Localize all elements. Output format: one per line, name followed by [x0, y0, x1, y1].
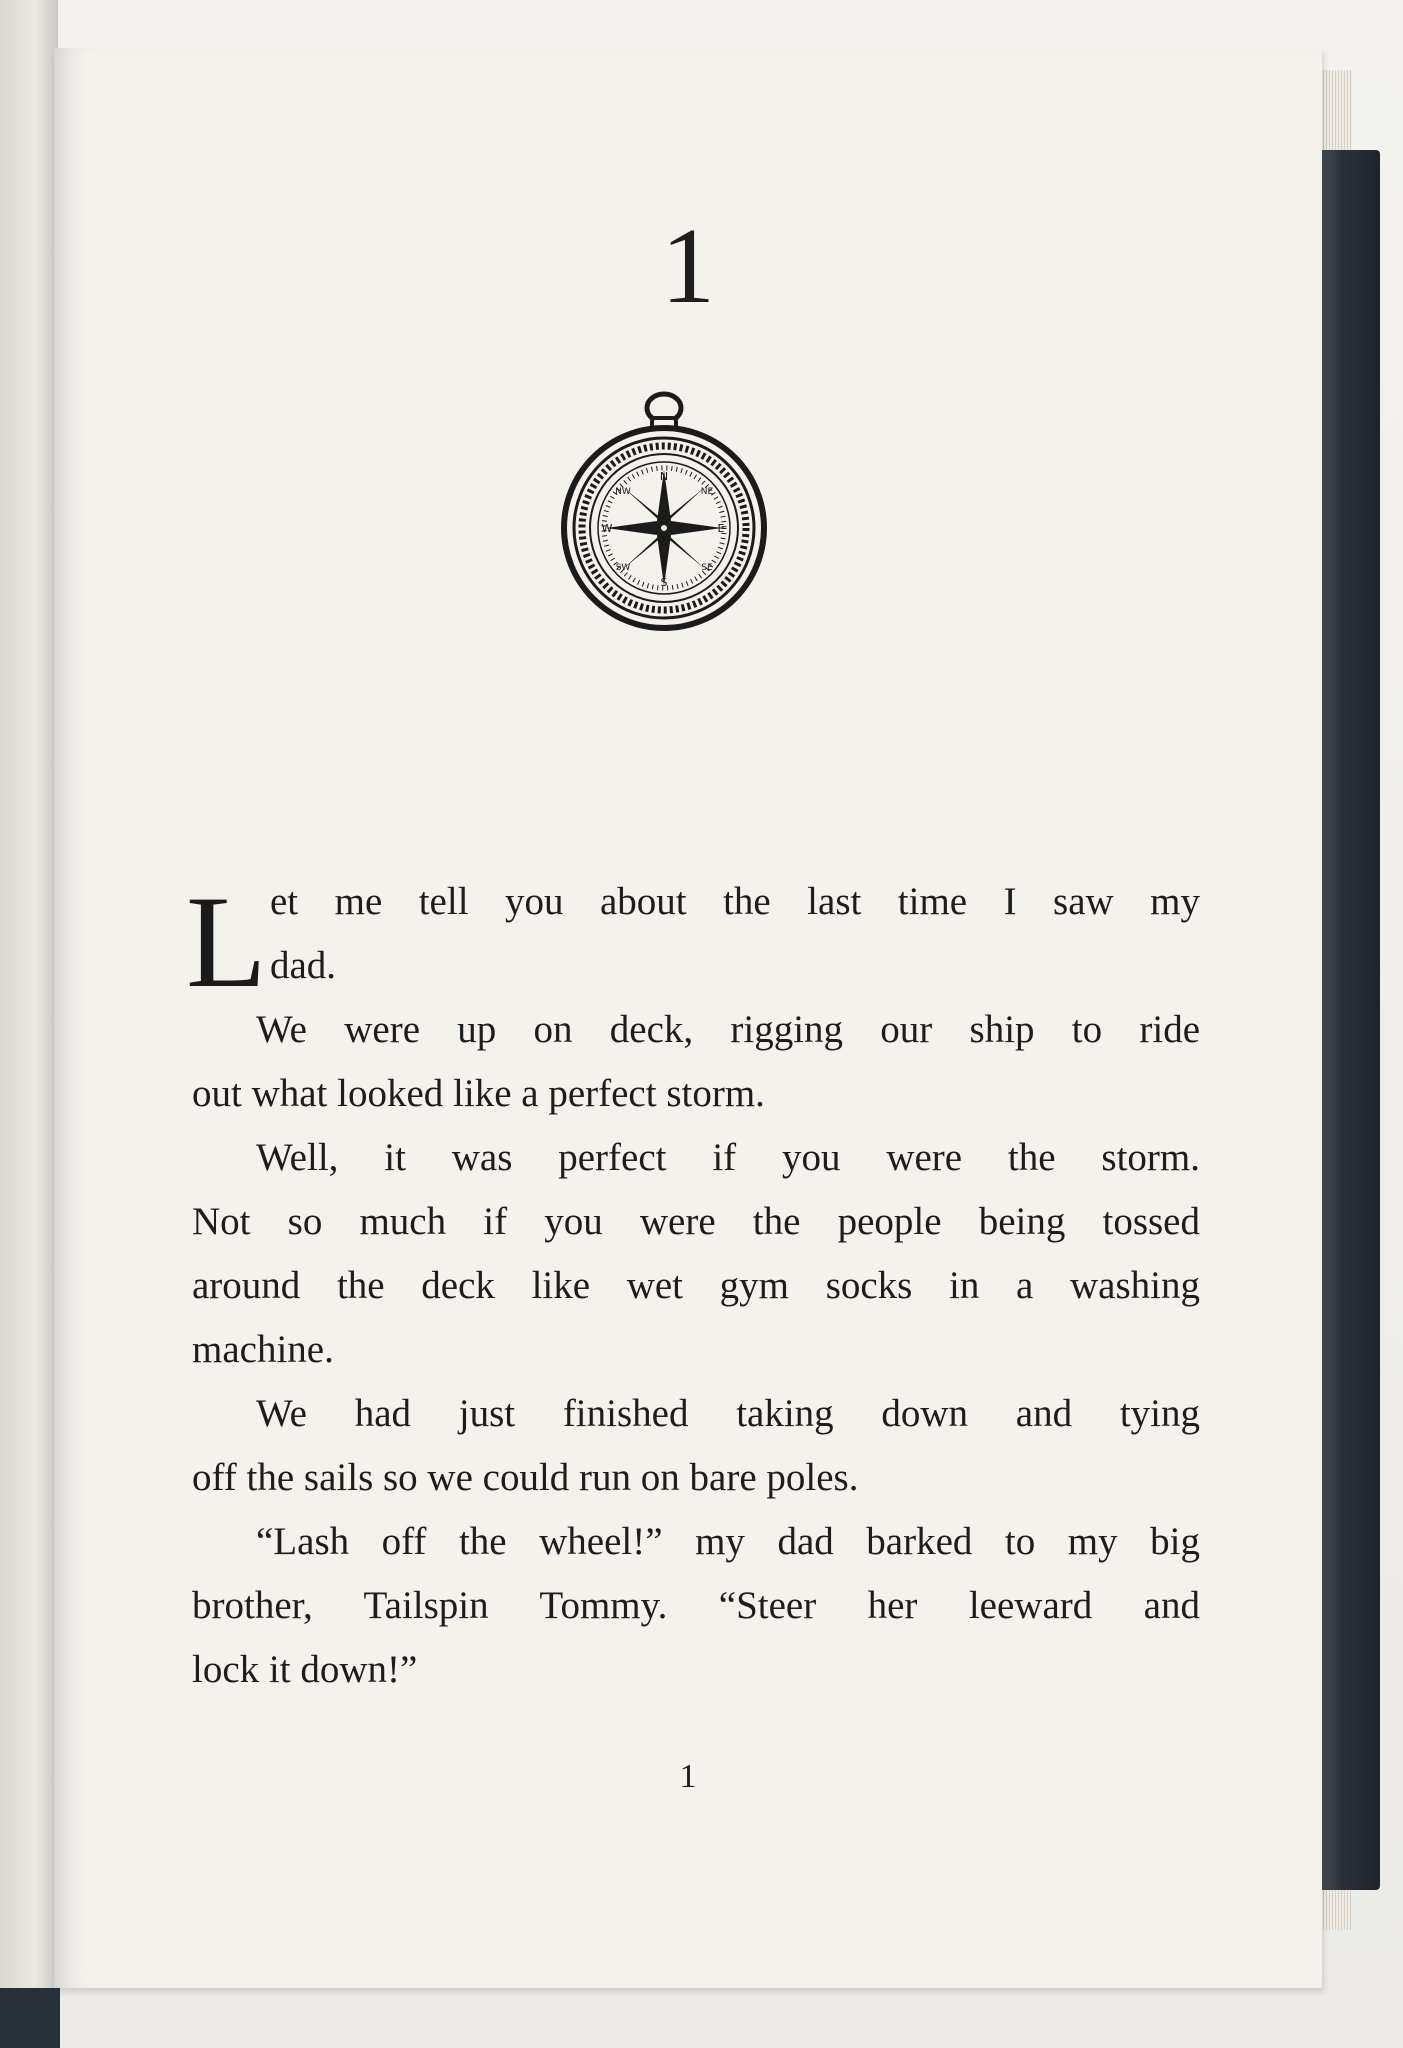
body-line: Well, it was perfect if you were the storm. [256, 1136, 1200, 1179]
compass-label-sw: SW [615, 563, 631, 573]
body-line: “Lash off the wheel!” my dad barked to my big [256, 1520, 1200, 1563]
book-corner [0, 1988, 60, 2048]
drop-cap: L [186, 868, 267, 1015]
book-spine-edge [0, 0, 58, 2048]
body-line: around the deck like wet gym socks in a washing [192, 1264, 1200, 1307]
body-line: Not so much if you were the people being tossed [192, 1200, 1200, 1243]
page-number: 1 [679, 1758, 697, 1795]
chapter-body [186, 868, 1200, 1702]
body-line: out what looked like a perfect storm. [192, 1072, 765, 1115]
compass-label-ne: NE [700, 487, 714, 497]
compass-label-s: S [660, 576, 668, 589]
body-line: dad. [270, 944, 337, 987]
compass-label-se: SE [701, 563, 713, 573]
chapter-number: 1 [661, 207, 715, 326]
compass-icon [557, 388, 772, 633]
body-line: We had just finished taking down and tying [256, 1392, 1200, 1435]
compass-label-n: N [659, 470, 669, 483]
book-page [54, 48, 1322, 1988]
body-line: et me tell you about the last time I saw my [270, 880, 1200, 923]
compass-label-w: W [601, 522, 613, 535]
body-line: off the sails so we could run on bare poles. [192, 1456, 859, 1499]
body-line: lock it down!” [192, 1648, 418, 1691]
body-line: brother, Tailspin Tommy. “Steer her leeward and [192, 1584, 1200, 1627]
body-line: machine. [192, 1328, 334, 1371]
body-line: We were up on deck, rigging our ship to ride [256, 1008, 1200, 1051]
compass-label-nw: NW [615, 487, 631, 497]
book-cover-edge [1318, 150, 1380, 1890]
compass-label-e: E [717, 522, 725, 535]
